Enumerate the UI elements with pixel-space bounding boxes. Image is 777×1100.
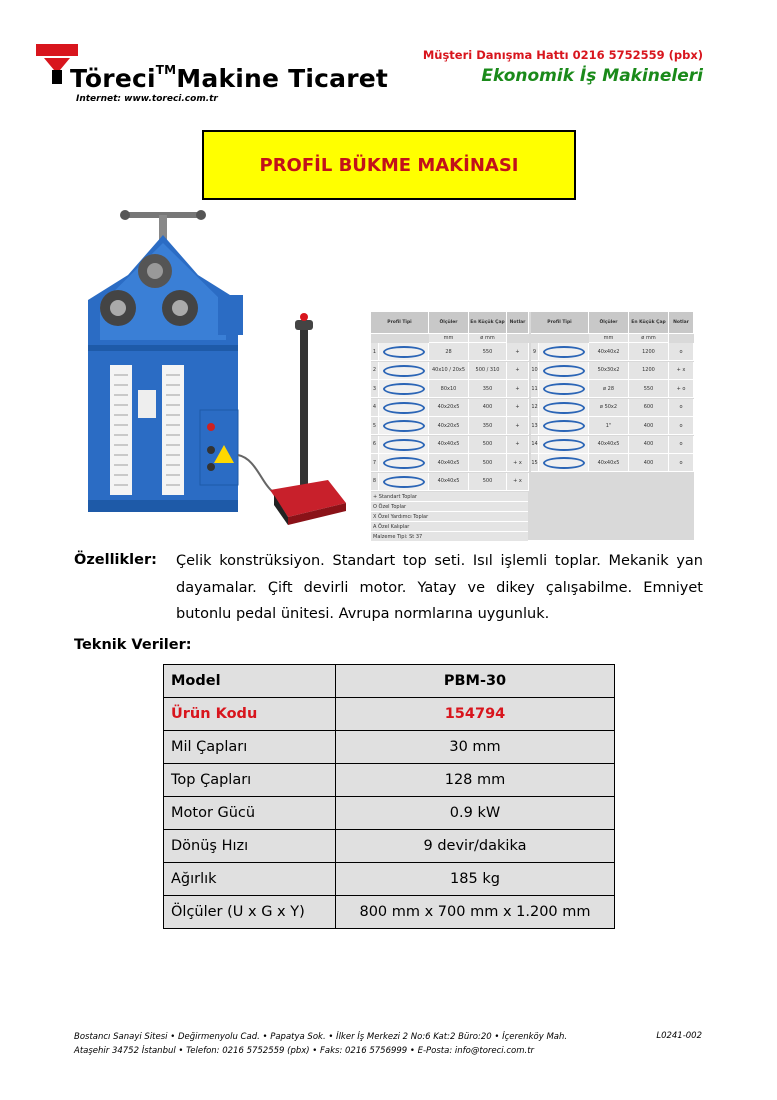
spec-row [371, 362, 694, 380]
spec-min: 500 [469, 473, 507, 491]
spec-num: 9 [531, 343, 539, 361]
bent-profile-icon [543, 402, 585, 414]
spec-profile-shape [539, 399, 589, 417]
tech-value: 30 mm [336, 731, 615, 764]
tech-key: Ürün Kodu [164, 698, 336, 731]
document-code: L0241-002 [656, 1031, 702, 1041]
spec-header-profile: Profil Tipi [371, 312, 429, 334]
tech-value: 0.9 kW [336, 797, 615, 830]
tech-row [164, 698, 615, 731]
tech-value: 185 kg [336, 863, 615, 896]
spec-profile-shape [379, 473, 429, 491]
spec-profile-shape [539, 436, 589, 454]
bent-profile-icon [543, 420, 585, 432]
profile-spec-chart [371, 312, 694, 540]
hotline: Müşteri Danışma Hattı 0216 5752559 (pbx) [422, 48, 703, 62]
spec-min: 600 [629, 399, 669, 417]
spec-header-profile-2: Profil Tipi [531, 312, 589, 334]
spec-min: 1200 [629, 362, 669, 380]
bent-profile-icon [383, 476, 425, 488]
spec-size: 28 [429, 343, 469, 361]
tech-row [164, 731, 615, 764]
bent-profile-icon [543, 439, 585, 451]
spec-size: 40x40x5 [429, 473, 469, 491]
spec-note: + [507, 436, 529, 454]
spec-size: 40x10 / 20x5 [429, 362, 469, 380]
spec-note: o [669, 343, 694, 361]
tech-label: Teknik Veriler: [74, 637, 192, 653]
features-text: Çelik konstrüksiyon. Standart top seti. Isıl işlemli toplar. Mekanik yan dayamalar. Çift devirli motor. Yatay ve dikey çalışabilme. Emniyet butonlu pedal ünitesi. Avrupa normlarına uygunluk. [176, 553, 703, 622]
spec-unit-mm-2: mm [589, 334, 629, 343]
spec-min: 400 [629, 436, 669, 454]
spec-note: + [507, 380, 529, 398]
spec-num: 3 [371, 380, 379, 398]
bent-profile-icon [543, 383, 585, 395]
spec-num: 7 [371, 454, 379, 472]
spec-min: 500 [469, 454, 507, 472]
spec-size: 80x10 [429, 380, 469, 398]
spec-size: 40x40x5 [429, 436, 469, 454]
spec-legend-item: O Özel Toplar [371, 502, 528, 512]
spec-size: ø 50x2 [589, 399, 629, 417]
spec-note: + x [669, 362, 694, 380]
spec-note: + x [507, 454, 529, 472]
footer-line-2: Ataşehir 34752 İstanbul • Telefon: 0216 5752559 (pbx) • Faks: 0216 5756999 • E-Posta: info@toreci.com.tr [74, 1045, 535, 1056]
product-title: PROFİL BÜKME MAKİNASI [202, 130, 576, 200]
spec-min: 400 [629, 417, 669, 435]
spec-note: + x [507, 473, 529, 491]
spec-row [371, 436, 694, 454]
spec-note: o [669, 399, 694, 417]
spec-unit-mm: mm [429, 334, 469, 343]
spec-unit-dmm-2: ø mm [629, 334, 669, 343]
bent-profile-icon [543, 346, 585, 358]
tech-key: Motor Gücü [164, 797, 336, 830]
spec-legend-item: Malzeme Tipi: St 37 [371, 532, 528, 542]
tech-row [164, 830, 615, 863]
spec-note: + [507, 417, 529, 435]
spec-num: 1 [371, 343, 379, 361]
spec-size: 50x30x2 [589, 362, 629, 380]
spec-size: 40x40x5 [429, 454, 469, 472]
spec-min: 1200 [629, 343, 669, 361]
footer-line-1: Bostancı Sanayi Sitesi • Değirmenyolu Cad. • Papatya Sok. • İlker İş Merkezi 2 No:6 Kat:2 Büro:20 • İçerenköy Mah. [74, 1032, 568, 1042]
spec-size: 1" [589, 417, 629, 435]
spec-note: + [507, 343, 529, 361]
tech-value: 154794 [336, 698, 615, 731]
tech-key: Ölçüler (U x G x Y) [164, 896, 336, 929]
spec-num: 6 [371, 436, 379, 454]
spec-profile-shape [539, 454, 589, 472]
spec-row [371, 399, 694, 417]
spec-row [371, 454, 694, 472]
spec-size: 40x40x5 [589, 454, 629, 472]
spec-size: 40x20x5 [429, 417, 469, 435]
brand-name: Töreci™Makine Ticaret [70, 62, 389, 93]
tech-row [164, 896, 615, 929]
spec-row [371, 343, 694, 361]
spec-min: 350 [469, 417, 507, 435]
tech-key: Dönüş Hızı [164, 830, 336, 863]
bent-profile-icon [543, 457, 585, 469]
spec-profile-shape [539, 380, 589, 398]
spec-legend-item: X Özel Yardımcı Toplar [371, 512, 528, 522]
tech-value: 800 mm x 700 mm x 1.200 mm [336, 896, 615, 929]
features-label: Özellikler: [74, 552, 157, 568]
spec-profile-shape [539, 417, 589, 435]
spec-header-notes-2: Notlar [669, 312, 694, 334]
spec-note: o [669, 417, 694, 435]
tech-row [164, 863, 615, 896]
spec-num: 12 [531, 399, 539, 417]
spec-num: 8 [371, 473, 379, 491]
spec-unit-dmm: ø mm [469, 334, 507, 343]
tech-key: Model [164, 665, 336, 698]
tech-value: 128 mm [336, 764, 615, 797]
spec-header-min-2: En Küçük Çap [629, 312, 669, 334]
spec-size: 40x40x5 [589, 436, 629, 454]
spec-size: 40x20x5 [429, 399, 469, 417]
tech-key: Ağırlık [164, 863, 336, 896]
spec-note: + [507, 399, 529, 417]
machine-photo [88, 205, 358, 535]
tech-value: PBM-30 [336, 665, 615, 698]
spec-note: + o [669, 380, 694, 398]
bent-profile-icon [543, 365, 585, 377]
tech-key: Mil Çapları [164, 731, 336, 764]
slogan: Ekonomik İş Makineleri [481, 66, 703, 86]
tech-value: 9 devir/dakika [336, 830, 615, 863]
spec-note: o [669, 436, 694, 454]
spec-header-size: Ölçüler [429, 312, 469, 334]
website[interactable]: Internet: www.toreci.com.tr [76, 94, 218, 104]
spec-profile-shape [539, 343, 589, 361]
tech-key: Top Çapları [164, 764, 336, 797]
footer-address [74, 1031, 567, 1058]
tech-table [163, 664, 615, 929]
spec-num: 5 [371, 417, 379, 435]
spec-size: ø 28 [589, 380, 629, 398]
spec-legend-item: A Özel Kalıplar [371, 522, 528, 532]
spec-min: 350 [469, 380, 507, 398]
spec-min: 400 [629, 454, 669, 472]
spec-min: 500 / 310 [469, 362, 507, 380]
tech-row [164, 665, 615, 698]
spec-row [371, 417, 694, 435]
spec-num: 4 [371, 399, 379, 417]
spec-row [371, 473, 694, 491]
spec-row [371, 380, 694, 398]
spec-num: 13 [531, 417, 539, 435]
spec-num: 10 [531, 362, 539, 380]
spec-header-size-2: Ölçüler [589, 312, 629, 334]
spec-min: 550 [629, 380, 669, 398]
spec-profile-shape [539, 362, 589, 380]
spec-size: 40x40x2 [589, 343, 629, 361]
spec-legend-item: + Standart Toplar [371, 492, 528, 502]
tech-row [164, 797, 615, 830]
spec-num: 11 [531, 380, 539, 398]
spec-header-notes: Notlar [507, 312, 529, 334]
tech-row [164, 764, 615, 797]
spec-min: 550 [469, 343, 507, 361]
spec-header-min: En Küçük Çap [469, 312, 507, 334]
spec-note: + [507, 362, 529, 380]
spec-min: 400 [469, 399, 507, 417]
spec-min: 500 [469, 436, 507, 454]
spec-num: 2 [371, 362, 379, 380]
spec-num: 14 [531, 436, 539, 454]
spec-note: o [669, 454, 694, 472]
spec-num: 15 [531, 454, 539, 472]
